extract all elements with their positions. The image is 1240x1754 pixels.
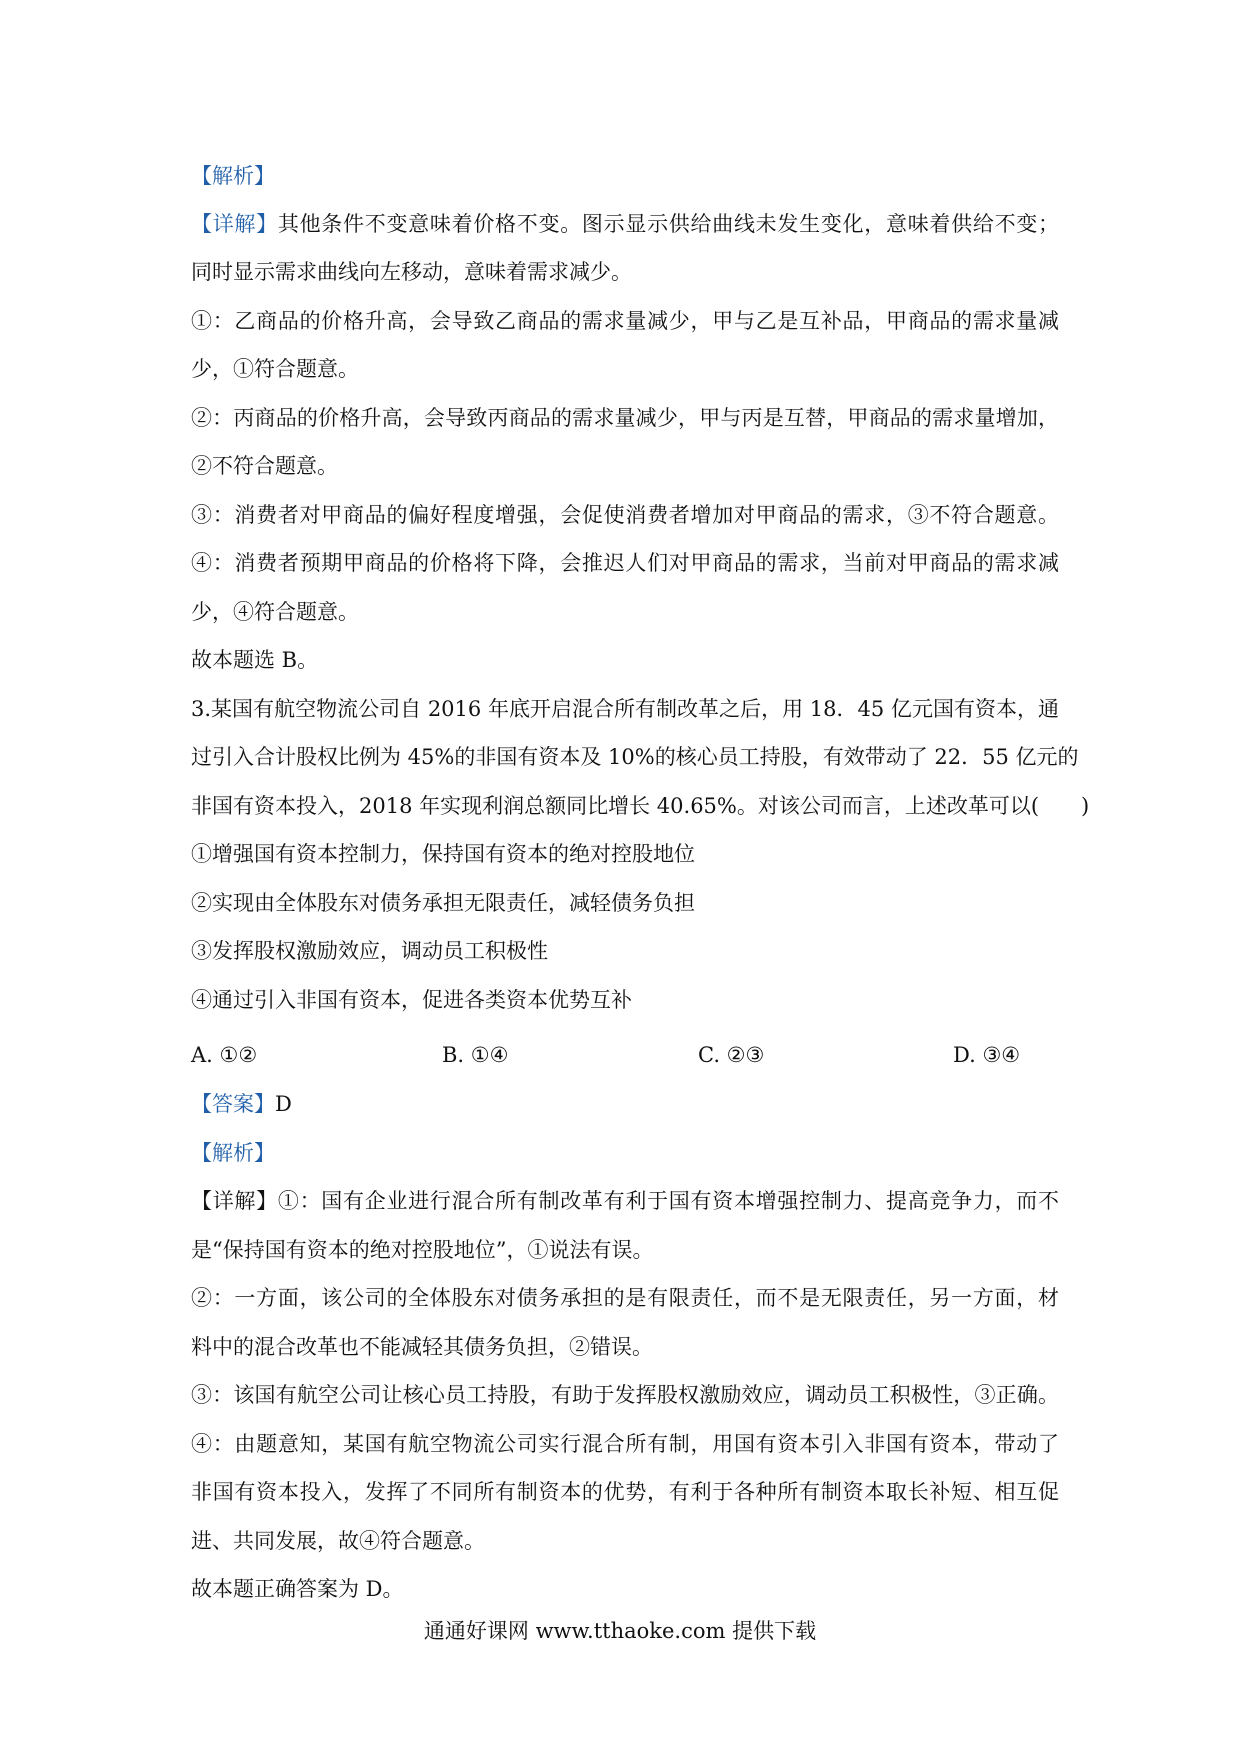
option-a: A. ①② [191, 1043, 258, 1067]
option-d: D. ③④ [953, 1043, 1021, 1067]
conclusion-line-1: 故本题选 B。 [191, 648, 319, 672]
detail-line-4: 少，①符合题意。 [191, 357, 359, 381]
conclusion-line-2: 故本题正确答案为 D。 [191, 1577, 404, 1601]
detail-line-6: ②不符合题意。 [191, 454, 338, 478]
detail2-line-8: 进、共同发展，故④符合题意。 [191, 1529, 485, 1553]
detail-line-9: 少，④符合题意。 [191, 600, 359, 624]
analysis-heading-2: 【解析】 [191, 1141, 275, 1165]
answer-line: 【答案】D [191, 1092, 292, 1116]
detail2-line-2: 是“保持国有资本的绝对控股地位”，①说法有误。 [191, 1238, 654, 1262]
detail-line-7: ③：消费者对甲商品的偏好程度增强，会促使消费者增加对甲商品的需求，③不符合题意。 [191, 503, 1059, 527]
detail2-line-5: ③：该国有航空公司让核心员工持股，有助于发挥股权激励效应，调动员工积极性，③正确。 [191, 1383, 1059, 1407]
question-3-stem-3: 非国有资本投入，2018 年实现利润总额同比增长 40.65%。对该公司而言，上述改革可以( ) [191, 794, 1090, 818]
question-3-item-2: ②实现由全体股东对债务承担无限责任，减轻债务负担 [191, 891, 695, 915]
detail2-line-6: ④：由题意知，某国有航空物流公司实行混合所有制，用国有资本引入非国有资本，带动了 [191, 1432, 1059, 1456]
option-c: C. ②③ [698, 1043, 765, 1067]
detail2-line-7: 非国有资本投入，发挥了不同所有制资本的优势，有利于各种所有制资本取长补短、相互促 [191, 1480, 1059, 1504]
question-3-item-1: ①增强国有资本控制力，保持国有资本的绝对控股地位 [191, 842, 695, 866]
analysis-heading-1: 【解析】 [191, 164, 275, 188]
detail-line-1: 【详解】其他条件不变意味着价格不变。图示显示供给曲线未发生变化，意味着供给不变； [191, 212, 1059, 236]
question-3-item-3: ③发挥股权激励效应，调动员工积极性 [191, 939, 548, 963]
footer-source: 通通好课网 www.tthaoke.com 提供下载 [423, 1619, 817, 1643]
question-3-item-4: ④通过引入非国有资本，促进各类资本优势互补 [191, 988, 632, 1012]
detail2-line-4: 料中的混合改革也不能减轻其债务负担，②错误。 [191, 1335, 653, 1359]
detail-line-5: ②：丙商品的价格升高，会导致丙商品的需求量减少，甲与丙是互替，甲商品的需求量增加， [191, 406, 1059, 430]
detail-line-3: ①：乙商品的价格升高，会导致乙商品的需求量减少，甲与乙是互补品，甲商品的需求量减 [191, 309, 1059, 333]
detail2-line-3: ②：一方面，该公司的全体股东对债务承担的是有限责任，而不是无限责任，另一方面，材 [191, 1286, 1059, 1310]
question-3-stem-2: 过引入合计股权比例为 45%的非国有资本及 10%的核心员工持股，有效带动了 22．55 亿元的 [191, 745, 1079, 769]
detail-line-2: 同时显示需求曲线向左移动，意味着需求减少。 [191, 260, 632, 284]
detail-line-8: ④：消费者预期甲商品的价格将下降，会推迟人们对甲商品的需求，当前对甲商品的需求减 [191, 551, 1059, 575]
question-3-stem-1: 3.某国有航空物流公司自 2016 年底开启混合所有制改革之后，用 18．45 亿元国有资本，通 [191, 697, 1059, 721]
option-b: B. ①④ [442, 1043, 509, 1067]
detail2-line-1: 【详解】①：国有企业进行混合所有制改革有利于国有资本增强控制力、提高竞争力，而不 [191, 1189, 1059, 1213]
